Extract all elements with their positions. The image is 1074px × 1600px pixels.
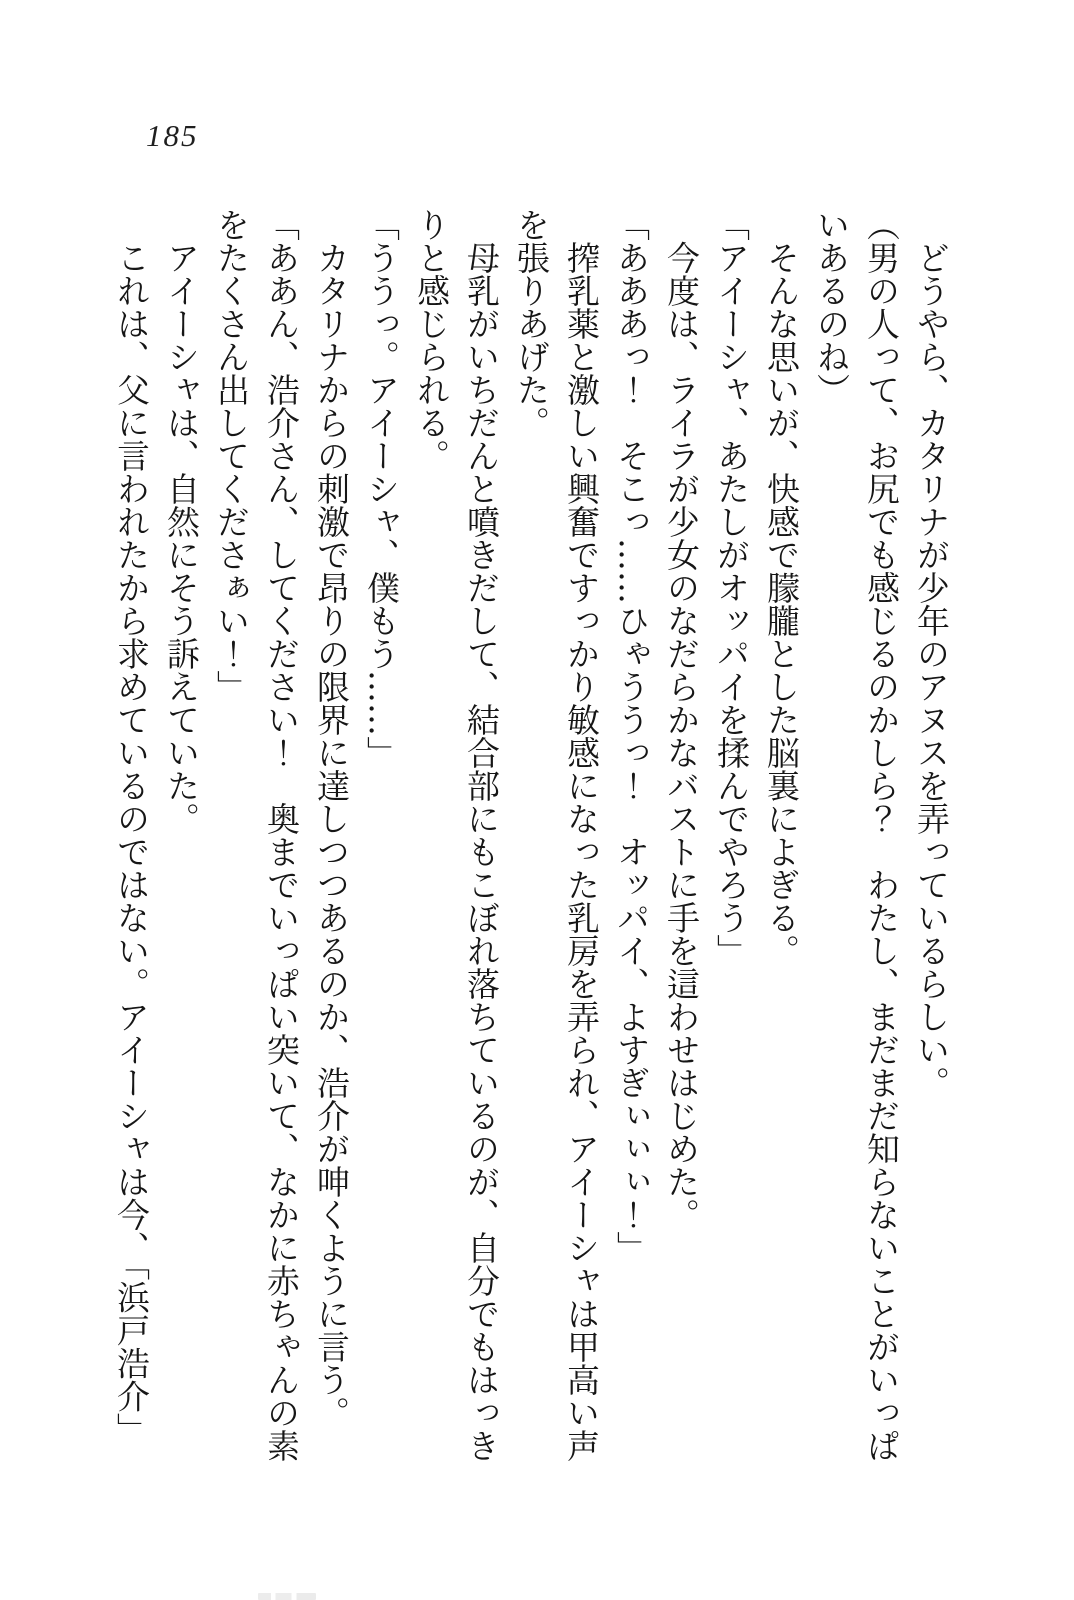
- text-line: カタリナからの刺激で昂りの限界に達しつつあるのか、浩介が呻くように言う。: [312, 208, 351, 1429]
- text-line: 母乳がいちだんと噴きだして、結合部にもこぼれ落ちているのが、自分でもはっき: [462, 208, 501, 1462]
- text-line: アイーシャは、自然にそう訴えていた。: [162, 208, 201, 835]
- text-line: 「アイーシャ、あたしがオッパイを揉んでやろう」: [712, 208, 751, 967]
- text-line: 搾乳薬と激しい興奮ですっかり敏感になった乳房を弄られ、アイーシャは甲高い声: [562, 208, 601, 1462]
- text-line: 「あああっ！ そこっ……ひゃううっ！ オッパイ、よすぎぃぃぃ！」: [612, 208, 651, 1264]
- text-line: どうやら、カタリナが少年のアヌスを弄っているらしい。: [912, 208, 951, 1099]
- text-line: いあるのね）: [812, 208, 851, 406]
- text-line: これは、父に言われたから求めているのではない。アイーシャは今、「浜戸浩介」: [112, 208, 151, 1446]
- text-line: を張りあげた。: [512, 208, 551, 439]
- text-line: そんな思いが、快感で朦朧とした脳裏によぎる。: [762, 208, 801, 967]
- text-line: （男の人って、お尻でも感じるのかしら？ わたし、まだまだ知らないことがいっぱ: [862, 208, 901, 1462]
- text-line: 今度は、ライラが少女のなだらかなバストに手を這わせはじめた。: [662, 208, 701, 1231]
- vertical-text-block: [106, 208, 956, 1538]
- text-line: 「ああん、浩介さん、してください！ 奥までいっぱい突いて、なかに赤ちゃんの素: [262, 208, 301, 1462]
- cut-off-print-artifact: [258, 1593, 316, 1600]
- page-number: 185: [146, 118, 199, 153]
- text-line: りと感じられる。: [412, 208, 451, 472]
- text-line: をたくさん出してくださぁい！」: [212, 208, 251, 703]
- text-line: 「ううっ。アイーシャ、僕もう……」: [362, 208, 401, 769]
